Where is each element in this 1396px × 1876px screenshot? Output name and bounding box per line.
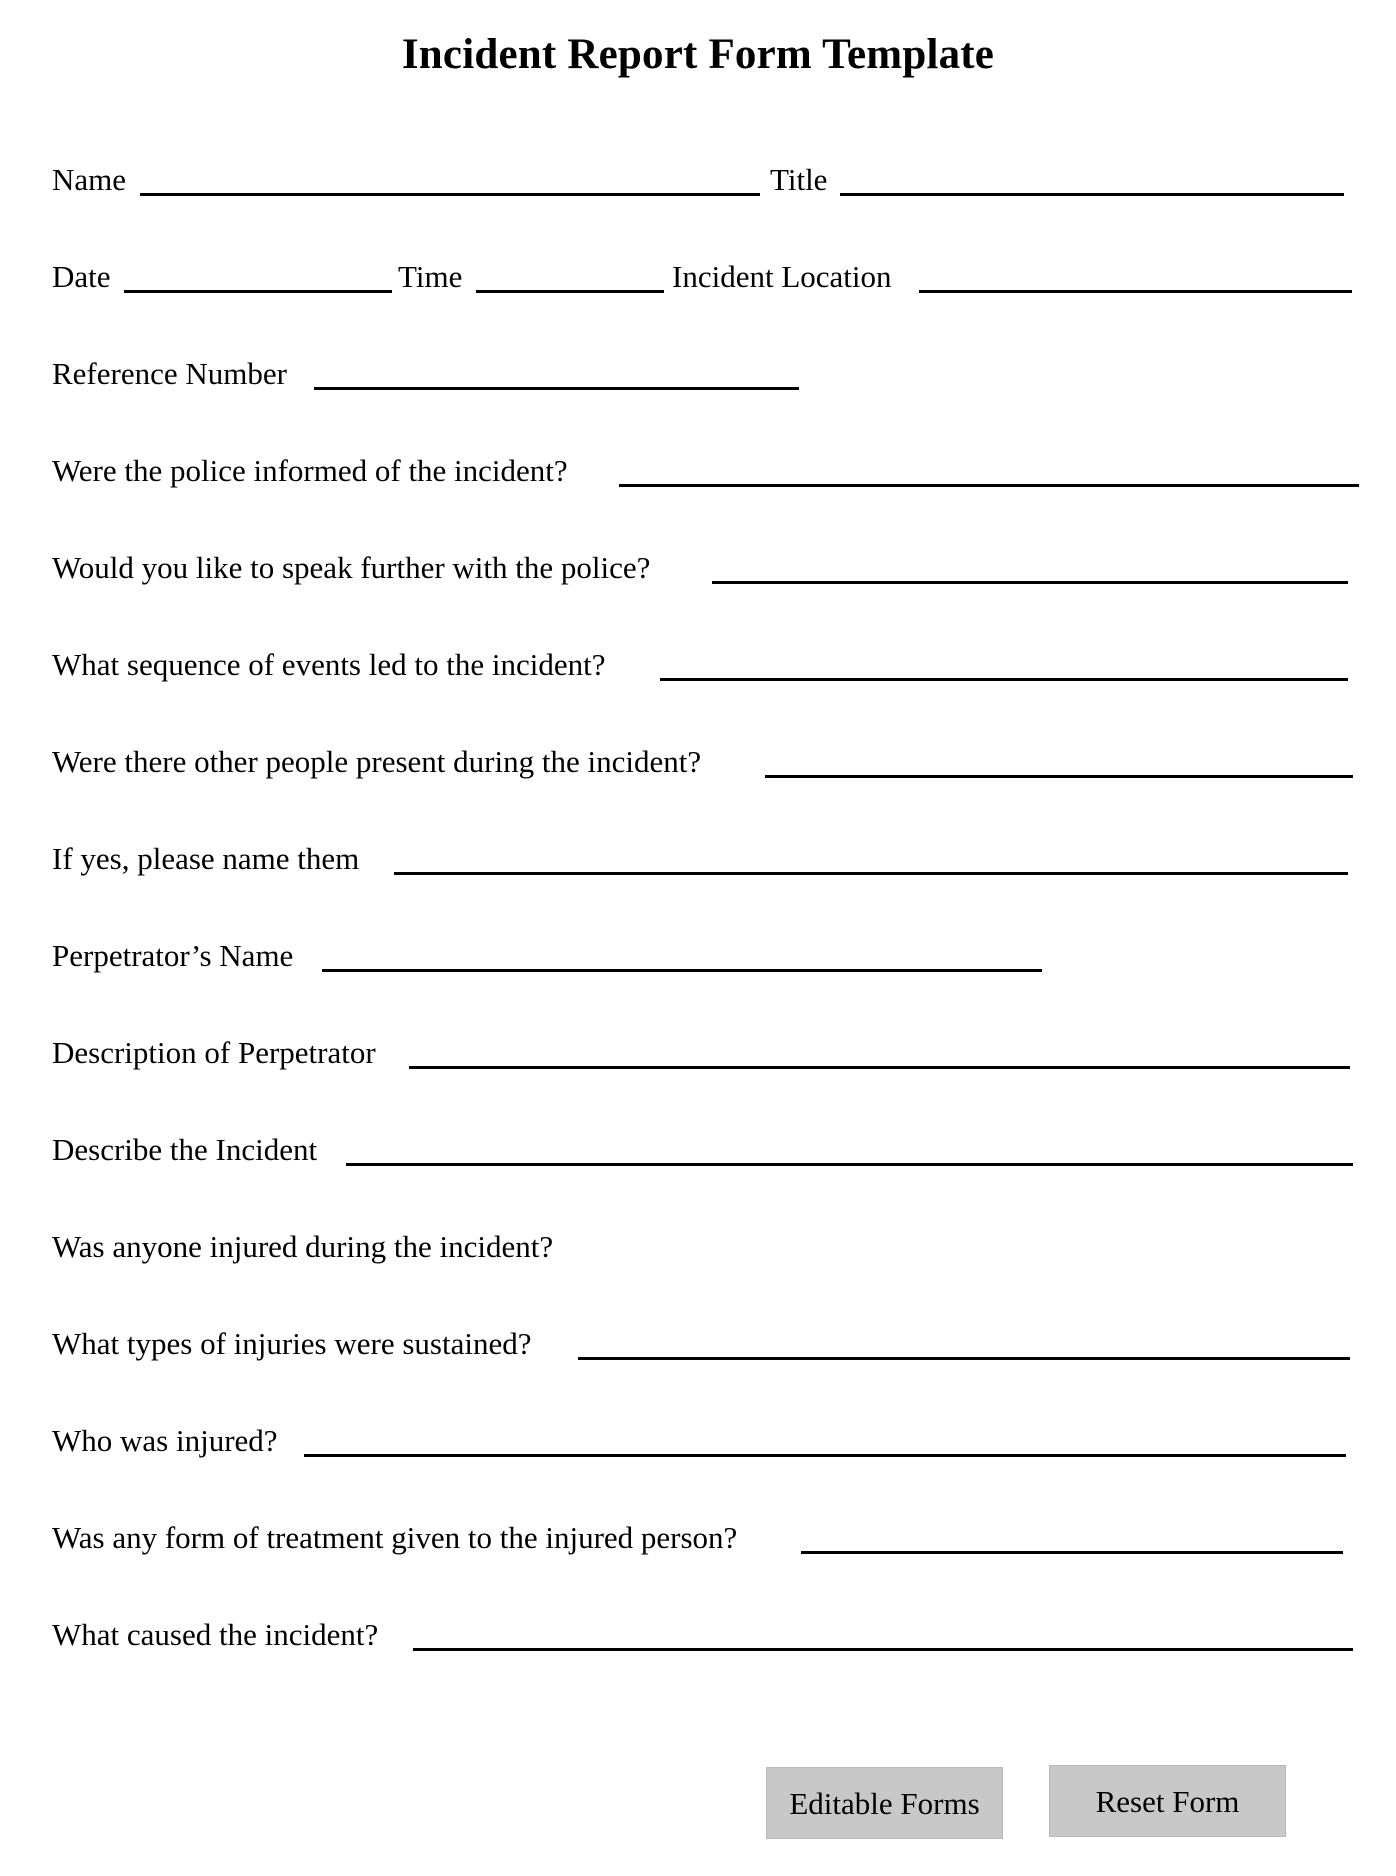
row-cause <box>52 1615 1352 1655</box>
row-other-people <box>52 742 1352 782</box>
row-anyone-injured <box>52 1227 1352 1267</box>
sequence-events-field[interactable] <box>660 678 1348 681</box>
title-label: Title <box>770 162 828 197</box>
name-them-field[interactable] <box>394 872 1348 875</box>
sequence-events-label: What sequence of events led to the incident? <box>52 647 606 682</box>
row-perpetrator-description <box>52 1033 1352 1073</box>
perpetrator-name-label: Perpetrator’s Name <box>52 938 294 973</box>
row-injury-types <box>52 1324 1352 1364</box>
who-injured-label: Who was injured? <box>52 1423 278 1458</box>
police-informed-field[interactable] <box>619 484 1359 487</box>
time-label: Time <box>398 259 463 294</box>
speak-police-label: Would you like to speak further with the police? <box>52 550 651 585</box>
incident-location-label: Incident Location <box>672 259 892 294</box>
injury-types-field[interactable] <box>578 1357 1350 1360</box>
describe-incident-label: Describe the Incident <box>52 1132 318 1167</box>
row-police-informed <box>52 451 1362 491</box>
name-them-label: If yes, please name them <box>52 841 360 876</box>
row-treatment-given <box>52 1518 1352 1558</box>
reference-number-label: Reference Number <box>52 356 287 391</box>
date-field[interactable] <box>124 290 392 293</box>
injury-types-label: What types of injuries were sustained? <box>52 1326 532 1361</box>
date-label: Date <box>52 259 111 294</box>
row-describe-incident <box>52 1130 1352 1170</box>
editable-forms-button[interactable]: Editable Forms <box>766 1767 1003 1839</box>
treatment-given-label: Was any form of treatment given to the injured person? <box>52 1520 738 1555</box>
police-informed-label: Were the police informed of the incident? <box>52 453 568 488</box>
other-people-label: Were there other people present during the incident? <box>52 744 702 779</box>
name-label: Name <box>52 162 127 197</box>
row-date-time-location <box>52 257 1352 297</box>
incident-location-field[interactable] <box>919 290 1352 293</box>
time-field[interactable] <box>476 290 664 293</box>
who-injured-field[interactable] <box>304 1454 1346 1457</box>
row-perpetrator-name <box>52 936 1352 976</box>
describe-incident-field[interactable] <box>346 1163 1353 1166</box>
page-title: Incident Report Form Template <box>401 31 995 78</box>
reference-number-field[interactable] <box>314 387 799 390</box>
speak-police-field[interactable] <box>712 581 1348 584</box>
row-who-injured <box>52 1421 1352 1461</box>
cause-field[interactable] <box>413 1648 1353 1651</box>
reset-form-button[interactable]: Reset Form <box>1049 1765 1286 1837</box>
row-reference-number <box>52 354 1352 394</box>
other-people-field[interactable] <box>765 775 1353 778</box>
perpetrator-description-label: Description of Perpetrator <box>52 1035 376 1070</box>
row-speak-police <box>52 548 1352 588</box>
anyone-injured-label: Was anyone injured during the incident? <box>52 1229 554 1264</box>
row-name-them <box>52 839 1352 879</box>
treatment-given-field[interactable] <box>801 1551 1343 1554</box>
title-field[interactable] <box>840 193 1344 196</box>
row-sequence-events <box>52 645 1352 685</box>
row-name-title <box>52 160 1352 200</box>
name-field[interactable] <box>140 193 760 196</box>
cause-label: What caused the incident? <box>52 1617 379 1652</box>
perpetrator-name-field[interactable] <box>322 969 1042 972</box>
perpetrator-description-field[interactable] <box>409 1066 1350 1069</box>
